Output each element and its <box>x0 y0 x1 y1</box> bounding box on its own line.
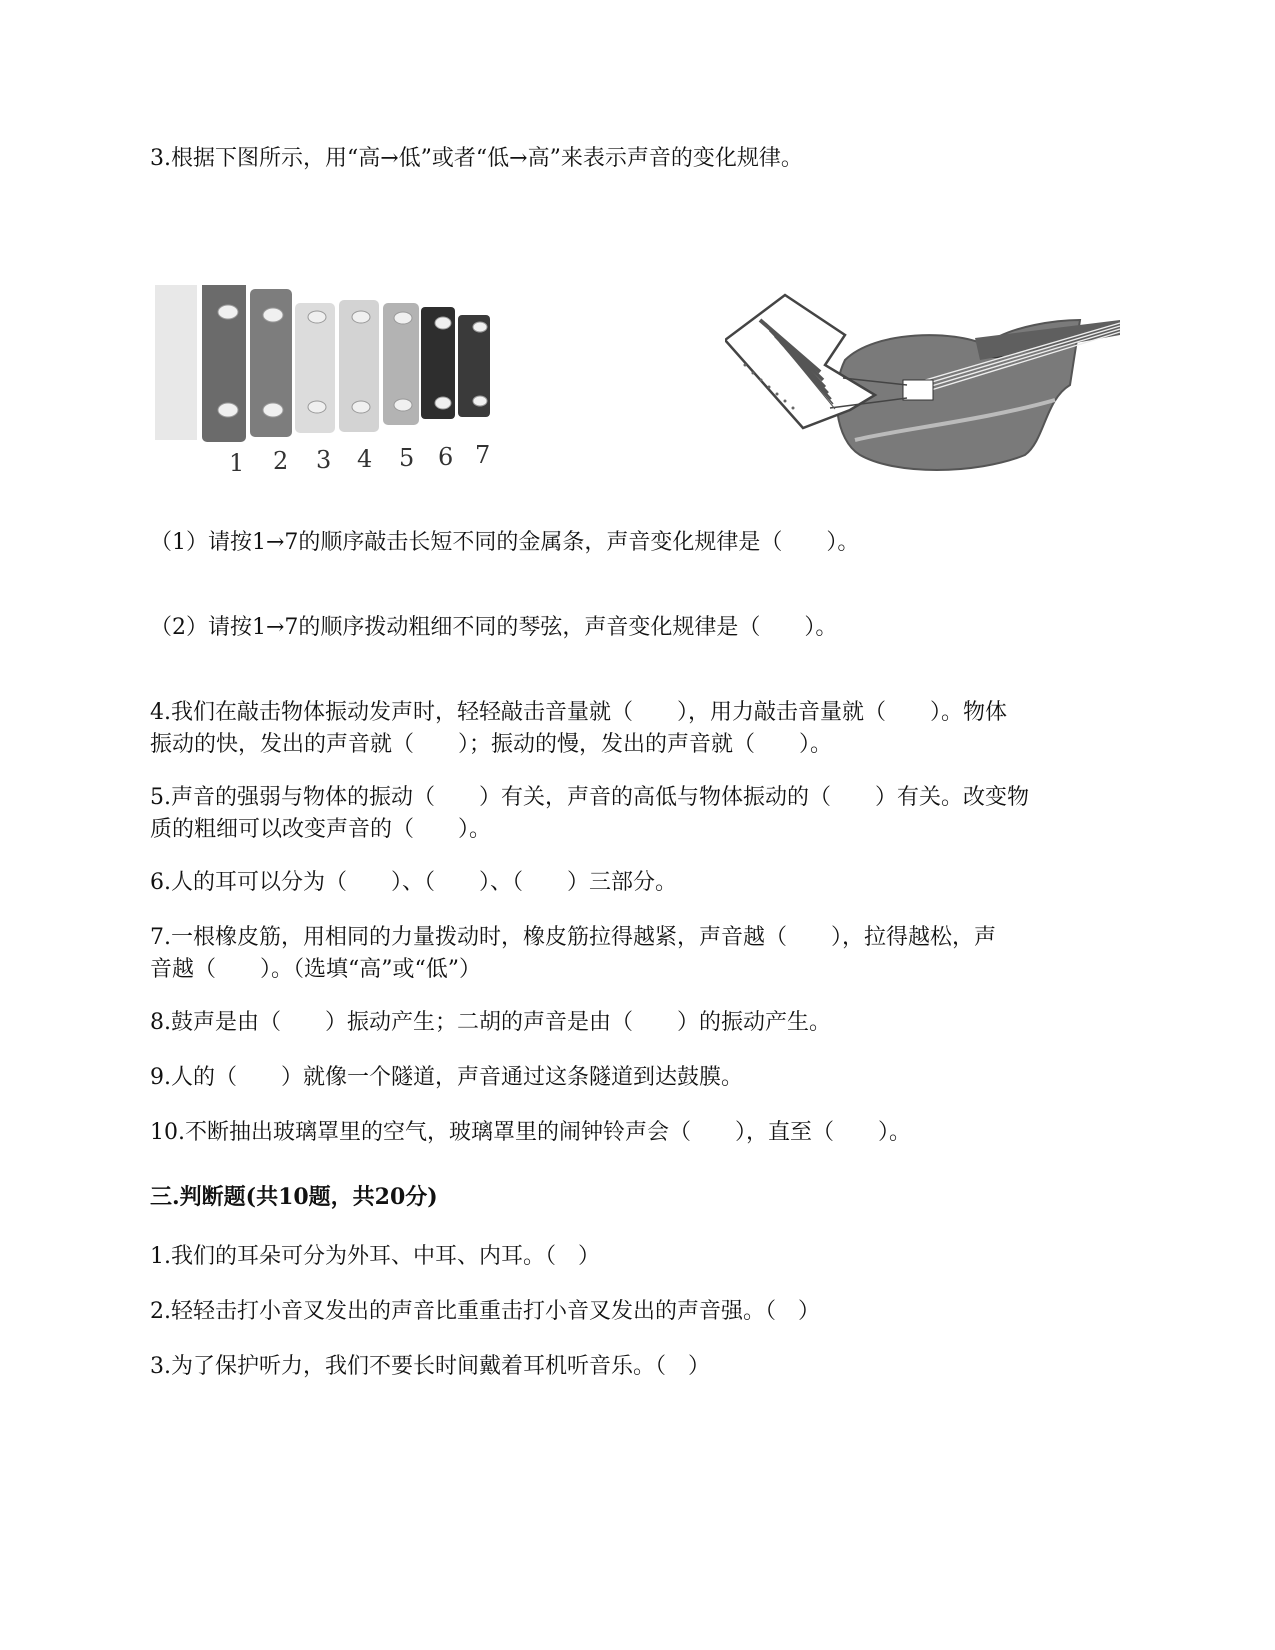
judge-item-3: 3.为了保护听力，我们不要长时间戴着耳机听音乐。（ ） <box>150 1354 710 1379</box>
question-9: 9.人的（ ）就像一个隧道，声音通过这条隧道到达鼓膜。 <box>150 1065 743 1090</box>
question-10: 10.不断抽出玻璃罩里的空气，玻璃罩里的闹钟铃声会（ ），直至（ ）。 <box>150 1120 911 1145</box>
bar-label-2: 2 <box>273 447 289 475</box>
bar-label-4: 4 <box>357 445 373 473</box>
bar-label-7: 7 <box>475 441 491 469</box>
question-3-stem: 3.根据下图所示，用“高→低”或者“低→高”来表示声音的变化规律。 <box>150 146 803 171</box>
question-3-sub-2: （2）请按1→7的顺序拨动粗细不同的琴弦，声音变化规律是（ ）。 <box>150 615 838 640</box>
question-4-line-2: 振动的快，发出的声音就（ ）；振动的慢，发出的声音就（ ）。 <box>150 732 833 757</box>
question-5-line-1: 5.声音的强弱与物体的振动（ ）有关，声音的高低与物体振动的（ ）有关。改变物 <box>150 785 1029 810</box>
question-8: 8.鼓声是由（ ）振动产生；二胡的声音是由（ ）的振动产生。 <box>150 1010 831 1035</box>
xylophone-bars <box>202 285 490 442</box>
guitar-figure <box>725 290 1125 490</box>
bar-label-6: 6 <box>438 443 454 471</box>
question-4-line-1: 4.我们在敲击物体振动发声时，轻轻敲击音量就（ ），用力敲击音量就（ ）。物体 <box>150 700 1007 725</box>
bar-label-1: 1 <box>229 449 245 477</box>
question-7-line-1: 7.一根橡皮筋，用相同的力量拨动时，橡皮筋拉得越紧，声音越（ ），拉得越松，声 <box>150 925 996 950</box>
section-3-title: 三.判断题(共10题，共20分) <box>150 1184 438 1210</box>
question-6: 6.人的耳可以分为（ ）、（ ）、（ ）三部分。 <box>150 870 677 895</box>
xylophone-figure <box>155 285 525 500</box>
judge-item-2: 2.轻轻击打小音叉发出的声音比重重击打小音叉发出的声音强。（ ） <box>150 1299 820 1324</box>
bar-label-5: 5 <box>399 444 415 472</box>
question-3-sub-1: （1）请按1→7的顺序敲击长短不同的金属条，声音变化规律是（ ）。 <box>150 530 860 555</box>
question-5-line-2: 质的粗细可以改变声音的（ ）。 <box>150 817 492 842</box>
question-7-line-2: 音越（ ）。（选填“高”或“低”） <box>150 957 481 982</box>
judge-item-1: 1.我们的耳朵可分为外耳、中耳、内耳。（ ） <box>150 1244 600 1269</box>
bar-label-3: 3 <box>316 446 332 474</box>
